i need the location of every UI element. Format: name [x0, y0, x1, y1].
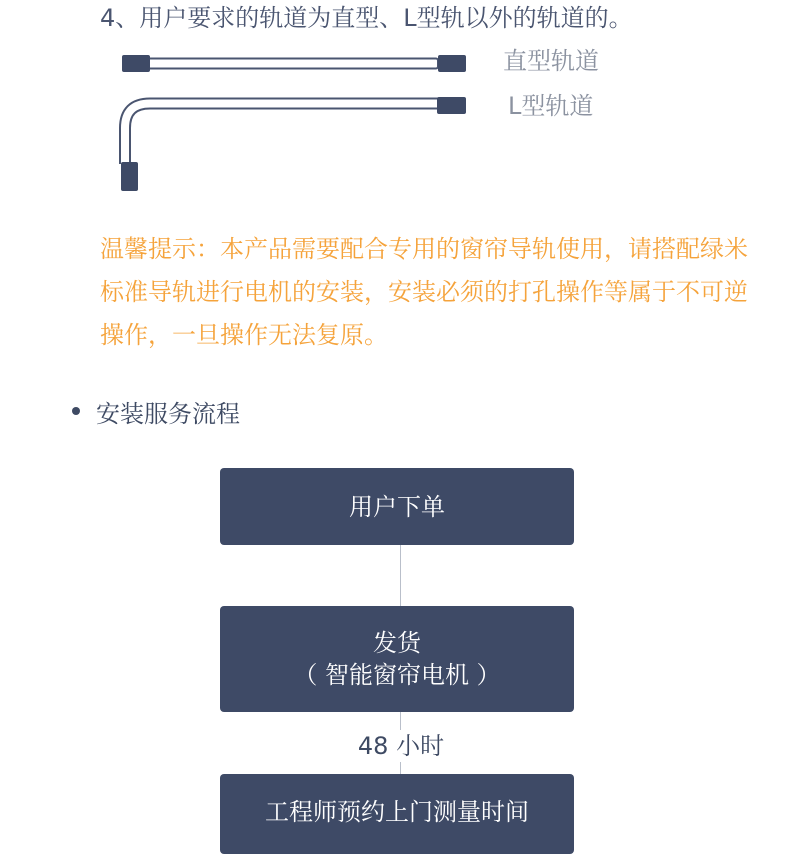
flow-step-label: 发货	[373, 629, 421, 657]
straight-track-label: 直型轨道	[503, 47, 599, 75]
service-process-title	[72, 395, 240, 427]
flow-interval-label: 48 小时	[340, 730, 462, 762]
l-track-icon	[121, 97, 466, 191]
bullet-icon	[72, 407, 80, 415]
flow-step-engineer	[220, 774, 574, 854]
track-types-heading: 4、用户要求的轨道为直型、L型轨以外的轨道的。	[100, 4, 633, 32]
l-track-label: L型轨道	[508, 92, 594, 120]
tip-text: 温馨提示：本产品需要配合专用的窗帘导轨使用，请搭配绿米标准导轨进行电机的安装，安装必须的打孔操作等属于不可逆操作，一旦操作无法复原。	[100, 235, 748, 349]
flow-step-sublabel: （ 智能窗帘电机 ）	[293, 661, 501, 689]
straight-track-icon	[122, 55, 466, 72]
flow-step-label: 工程师预约上门测量时间	[265, 798, 529, 826]
flow-connector	[400, 545, 401, 606]
service-process-title-text: 安装服务流程	[96, 399, 240, 428]
flow-step-order	[220, 468, 574, 545]
track-illustration	[0, 0, 790, 200]
flow-step-label: 用户下单	[349, 492, 445, 521]
flow-step-ship	[220, 606, 574, 712]
